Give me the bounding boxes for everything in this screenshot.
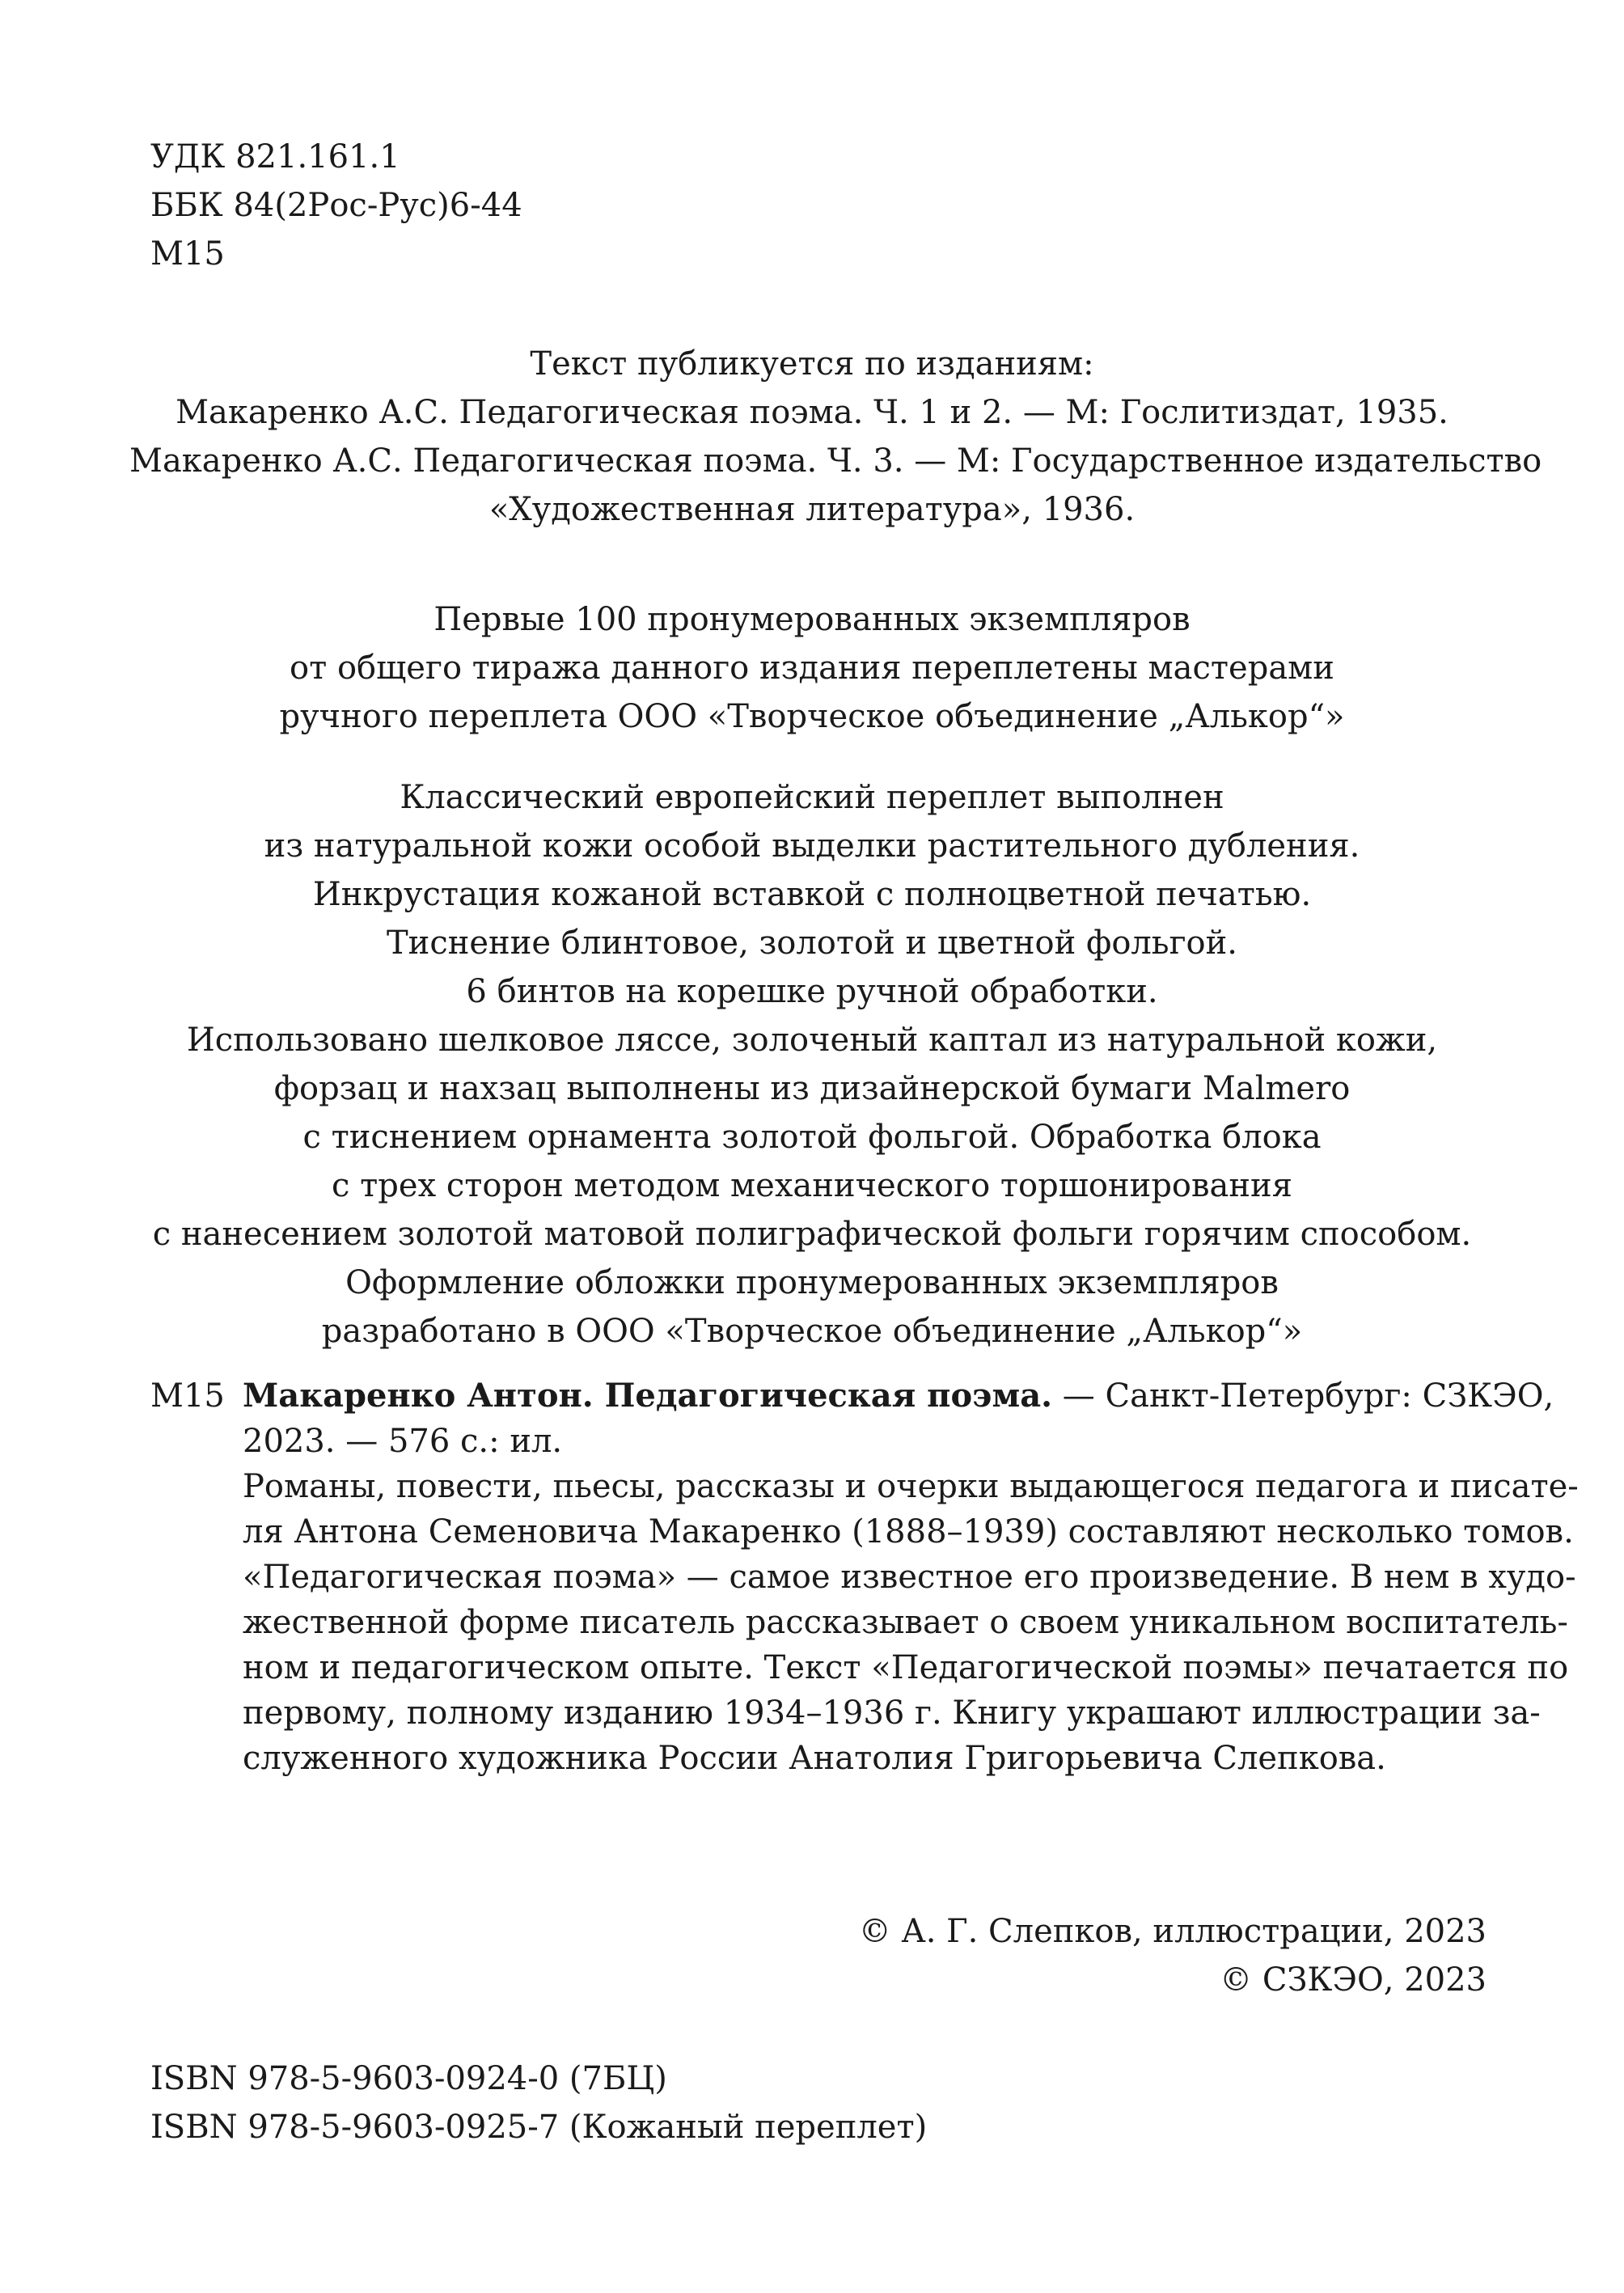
craft-line: Тиснение блинтовое, золотой и цветной фольгой. bbox=[386, 924, 1237, 962]
binding-line: от общего тиража данного издания переплетены мастерами bbox=[290, 649, 1334, 687]
annotation-line: первому, полному изданию 1934–1936 г. Книгу украшают иллюстрации за- bbox=[243, 1694, 1541, 1732]
craft-line: с нанесением золотой матовой полиграфической фольги горячим способом. bbox=[152, 1216, 1472, 1253]
craft-line: форзац и нахзац выполнены из дизайнерской бумаги Malmero bbox=[273, 1070, 1351, 1107]
source-line: Макаренко А.С. Педагогическая поэма. Ч. 1 и 2. — М: Гослитиздат, 1935. bbox=[176, 394, 1448, 431]
classification-codes bbox=[150, 133, 522, 278]
source-editions bbox=[129, 340, 1542, 534]
binding-craft-description bbox=[129, 773, 1495, 1356]
binding-line: Первые 100 пронумерованных экземпляров bbox=[433, 601, 1191, 638]
annotation-line: ля Антона Семеновича Макаренко (1888–1939) составляют несколько томов. bbox=[243, 1513, 1574, 1551]
craft-line: Оформление обложки пронумерованных экземпляров bbox=[345, 1264, 1279, 1301]
craft-line: разработано в ООО «Творческое объединение „Алькор“» bbox=[321, 1313, 1303, 1350]
craft-line: Инкрустация кожаной вставкой с полноцветной печатью. bbox=[312, 876, 1312, 913]
bbk-code: ББК 84(2Рос-Рус)6-44 bbox=[150, 187, 522, 224]
annotation-line: жественной форме писатель рассказывает о своем уникальном воспитатель- bbox=[243, 1604, 1568, 1641]
copyright-line: © СЗКЭО, 2023 bbox=[1220, 1961, 1487, 1999]
isbn-line: ISBN 978-5-9603-0924-0 (7БЦ) bbox=[150, 2060, 667, 2097]
bibliographic-heading bbox=[243, 1373, 1554, 1419]
source-line: Макаренко А.С. Педагогическая поэма. Ч. 3. — М: Государственное издательство bbox=[129, 442, 1542, 480]
annotation-line: Романы, повести, пьесы, рассказы и очерки выдающегося педагога и писате- bbox=[243, 1468, 1579, 1505]
isbn-block bbox=[150, 2054, 927, 2151]
book-title: Макаренко Антон. Педагогическая поэма. bbox=[243, 1377, 1053, 1415]
bibliographic-author-mark: М15 bbox=[150, 1377, 225, 1415]
bibliographic-line: 2023. — 576 с.: ил. bbox=[243, 1423, 563, 1460]
publisher-info: — Санкт-Петербург: СЗКЭО, bbox=[1052, 1377, 1554, 1415]
craft-line: 6 бинтов на корешке ручной обработки. bbox=[466, 973, 1158, 1010]
craft-line: Использовано шелковое ляссе, золоченый каптал из натуральной кожи, bbox=[186, 1022, 1438, 1059]
craft-line: Классический европейский переплет выполнен bbox=[400, 779, 1224, 816]
isbn-line: ISBN 978-5-9603-0925-7 (Кожаный переплет) bbox=[150, 2109, 928, 2146]
craft-line: с тиснением орнамента золотой фольгой. Обработка блока bbox=[302, 1119, 1322, 1156]
source-line: «Художественная литература», 1936. bbox=[488, 491, 1136, 528]
binding-line: ручного переплета ООО «Творческое объединение „Алькор“» bbox=[279, 698, 1345, 735]
binding-note bbox=[129, 595, 1495, 741]
copyright-line: © А. Г. Слепков, иллюстрации, 2023 bbox=[858, 1913, 1487, 1950]
copyright-notice bbox=[859, 1907, 1487, 2004]
annotation-line: «Педагогическая поэма» — самое известное его произведение. В нем в худо- bbox=[243, 1559, 1576, 1596]
craft-line: из натуральной кожи особой выделки растительного дубления. bbox=[264, 827, 1360, 865]
source-line: Текст публикуется по изданиям: bbox=[530, 345, 1094, 383]
author-mark: М15 bbox=[150, 235, 225, 273]
bibliographic-description bbox=[243, 1373, 1579, 1781]
udk-code: УДК 821.161.1 bbox=[150, 138, 400, 176]
annotation-line: ном и педагогическом опыте. Текст «Педагогической поэмы» печатается по bbox=[243, 1649, 1569, 1686]
craft-line: с трех сторон методом механического торшонирования bbox=[332, 1167, 1292, 1204]
annotation-line: служенного художника России Анатолия Григорьевича Слепкова. bbox=[243, 1740, 1386, 1777]
